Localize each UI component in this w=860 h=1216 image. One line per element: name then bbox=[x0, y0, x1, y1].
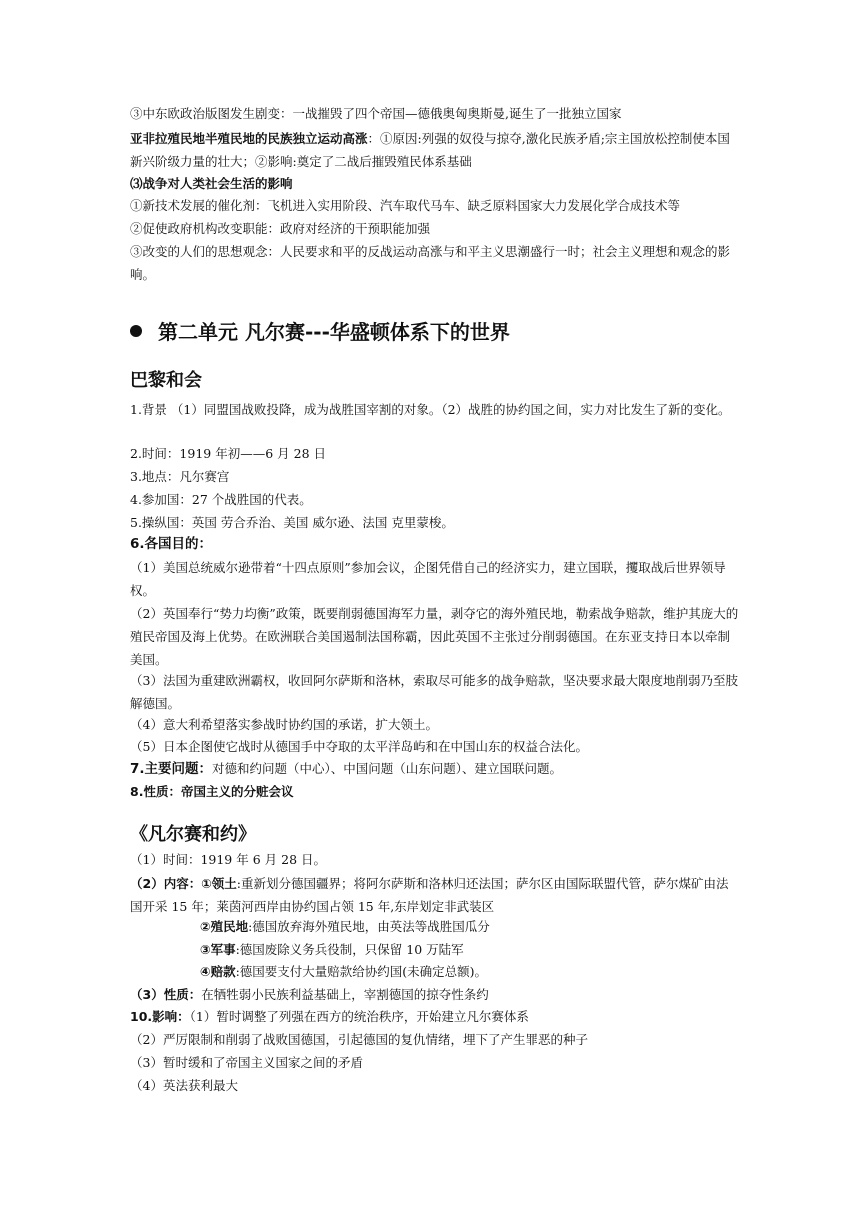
paris-participants: 4.参加国：27 个战胜国的代表。 bbox=[130, 492, 312, 507]
paris-conference-title: 巴黎和会 bbox=[130, 370, 202, 391]
treaty-impact-4: （4）英法获利最大 bbox=[130, 1078, 238, 1093]
treaty-reparations bbox=[200, 964, 487, 980]
treaty-content-territory-label: （2）内容：①领土 bbox=[130, 876, 237, 891]
treaty-nature bbox=[130, 987, 489, 1003]
treaty-impact-3: （3）暂时缓和了帝国主义国家之间的矛盾 bbox=[130, 1055, 363, 1070]
intro-line-6: ③改变的人们的思想观念：人民要求和平的反战运动高涨与和平主义思潮盛行一时；社会主义理想和观念的影响。 bbox=[130, 244, 731, 282]
treaty-colonies-text: :德国放弃海外殖民地，由英法等战胜国瓜分 bbox=[248, 919, 490, 934]
treaty-reparations-label: ④赔款 bbox=[200, 964, 236, 979]
paris-nature: 8.性质：帝国主义的分赃会议 bbox=[130, 784, 294, 799]
paris-location: 3.地点：凡尔赛宫 bbox=[130, 469, 230, 484]
paris-main-issues-label: 7.主要问题： bbox=[130, 761, 213, 777]
treaty-content-territory-text: :重新划分德国疆界；将阿尔萨斯和洛林归还法国；萨尔区由国际联盟代管，萨尔煤矿由法国开采 15 年；莱茵河西岸由协约国占领 15 年,东岸划定非武装区 bbox=[130, 876, 729, 914]
treaty-colonies bbox=[200, 919, 490, 935]
treaty-nature-text: 在牺牲弱小民族利益基础上，宰割德国的掠夺性条约 bbox=[201, 987, 489, 1002]
paris-time: 2.时间：1919 年初——6 月 28 日 bbox=[130, 446, 326, 461]
treaty-military bbox=[200, 942, 464, 958]
paris-aim-france: （3）法国为重建欧洲霸权，收回阿尔萨斯和洛林，索取尽可能多的战争赔款，坚决要求最大限度地削弱乃至肢解德国。 bbox=[130, 673, 738, 711]
treaty-colonies-label: ②殖民地 bbox=[200, 919, 249, 934]
intro-line-2 bbox=[130, 127, 740, 173]
treaty-nature-label: （3）性质： bbox=[130, 987, 202, 1002]
paris-background: 1.背景 （1）同盟国战败投降，成为战胜国宰割的对象。（2）战胜的协约国之间，实力对比发生了新的变化。 bbox=[130, 402, 731, 417]
bullet-icon bbox=[130, 325, 142, 337]
paris-aim-britain: （2）英国奉行“势力均衡”政策，既要削弱德国海军力量，剥夺它的海外殖民地，勒索战争赔款，维护其庞大的殖民帝国及海上优势。在欧洲联合美国遏制法国称霸，因此英国不主张过分削弱德国。在东亚支持日本以牵制美国。 bbox=[130, 606, 739, 667]
versailles-treaty-title: 《凡尔赛和约》 bbox=[130, 824, 256, 845]
treaty-impact-2: （2）严厉限制和削弱了战败国德国，引起德国的复仇情绪，埋下了产生罪恶的种子 bbox=[130, 1032, 588, 1047]
unit-title-text: 第二单元 凡尔赛---华盛顿体系下的世界 bbox=[158, 320, 510, 344]
intro-line-5: ②促使政府机构改变职能：政府对经济的干预职能加强 bbox=[130, 221, 431, 236]
intro-line-1: ③中东欧政治版图发生剧变：一战摧毁了四个帝国—德俄奥匈奥斯曼,诞生了一批独立国家 bbox=[130, 106, 622, 121]
paris-main-issues bbox=[130, 761, 562, 777]
intro-line-4: ①新技术发展的催化剂：飞机进入实用阶段、汽车取代马车、缺乏原料国家大力发展化学合成技术等 bbox=[130, 198, 681, 213]
treaty-military-label: ③军事 bbox=[200, 942, 236, 957]
paris-aims-heading: 6.各国目的： bbox=[130, 536, 213, 552]
treaty-reparations-text: :德国要支付大量赔款给协约国(未确定总额)。 bbox=[235, 964, 488, 979]
treaty-impact-label: 10.影响： bbox=[130, 1009, 190, 1024]
intro-line-2-bold: 亚非拉殖民地半殖民地的民族独立运动高涨 bbox=[130, 131, 368, 146]
treaty-content-territory bbox=[130, 872, 740, 918]
paris-aim-japan: （5）日本企图使它战时从德国手中夺取的太平洋岛屿和在中国山东的权益合法化。 bbox=[130, 739, 588, 754]
treaty-military-text: :德国废除义务兵役制，只保留 10 万陆军 bbox=[235, 942, 464, 957]
intro-line-2-rest: ：①原因:列强的奴役与掠夺,激化民族矛盾;宗主国放松控制使本国新兴阶级力量的壮大；②影响:奠定了二战后摧毁殖民体系基础 bbox=[130, 131, 730, 169]
treaty-time: （1）时间：1919 年 6 月 28 日。 bbox=[130, 852, 326, 867]
paris-controllers: 5.操纵国：英国 劳合乔治、美国 威尔逊、法国 克里蒙梭。 bbox=[130, 515, 454, 530]
paris-aim-italy: （4）意大利希望落实参战时协约国的承诺，扩大领土。 bbox=[130, 717, 438, 732]
intro-subheading: ⑶战争对人类社会生活的影响 bbox=[130, 176, 293, 191]
treaty-impact-1-text: （1）暂时调整了列强在西方的统治秩序，开始建立凡尔赛体系 bbox=[189, 1009, 529, 1024]
treaty-impact-1 bbox=[130, 1009, 529, 1025]
unit-title bbox=[130, 316, 510, 345]
paris-aim-usa: （1）美国总统威尔逊带着“十四点原则”参加会议，企图凭借自己的经济实力，建立国联，攫取战后世界领导权。 bbox=[130, 560, 726, 598]
paris-main-issues-text: 对德和约问题（中心）、中国问题（山东问题）、建立国联问题。 bbox=[212, 761, 563, 776]
